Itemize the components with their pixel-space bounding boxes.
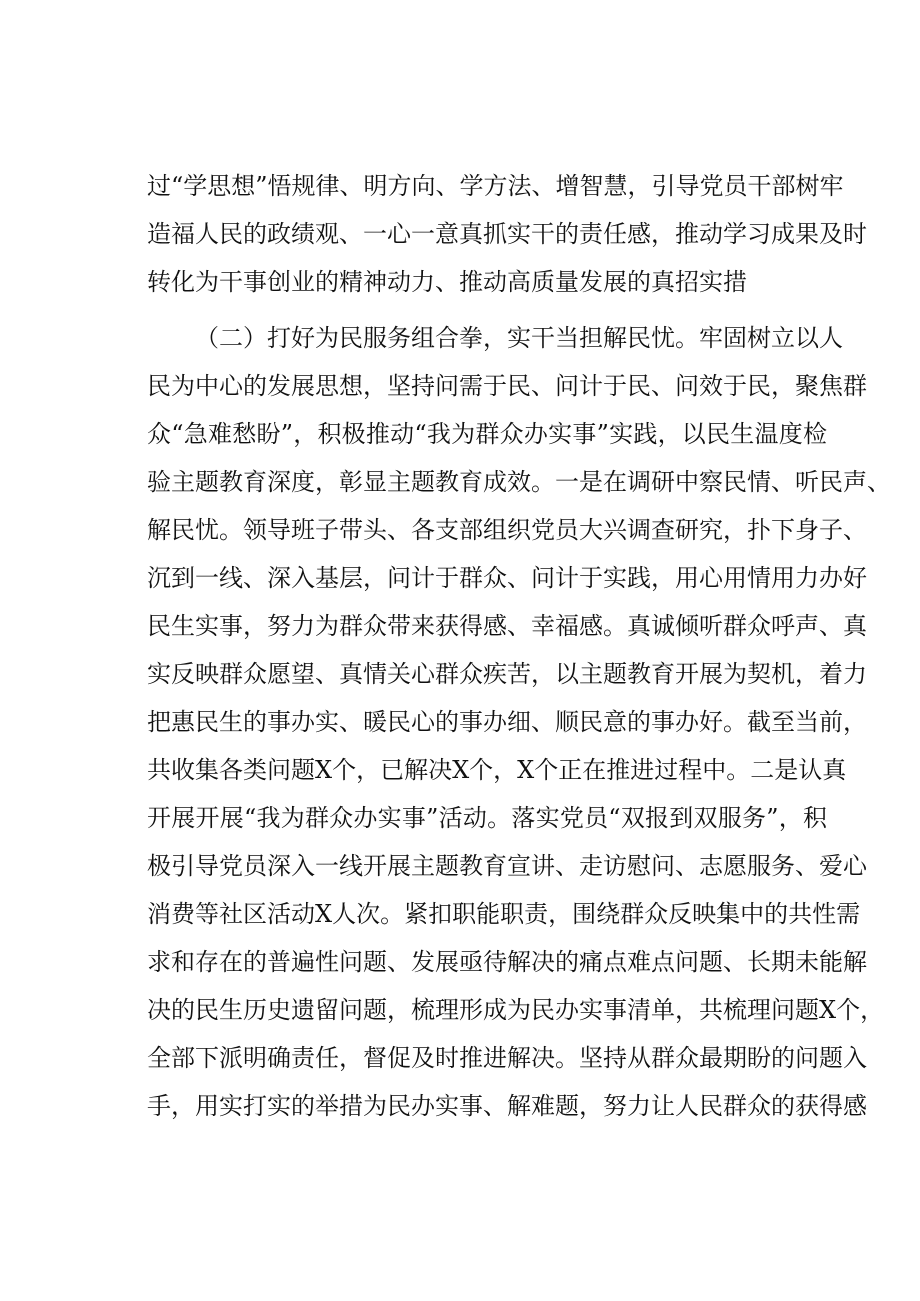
text-line: 民为中心的发展思想，坚持问需于民、问计于民、问效于民，聚焦群 [147,372,867,400]
text-line: 转化为干事创业的精神动力、推动高质量发展的真招实措 [147,268,747,296]
text-line: 全部下派明确责任，督促及时推进解决。坚持从群众最期盼的问题入 [147,1044,867,1072]
text-line: 造福人民的政绩观、一心一意真抓实干的责任感，推动学习成果及时 [147,220,867,248]
text-line: 沉到一线、深入基层，问计于群众、问计于实践，用心用情用力办好 [147,564,867,592]
text-line: 求和存在的普遍性问题、发展亟待解决的痛点难点问题、长期未能解 [147,948,867,976]
text-line: 解民忧。领导班子带头、各支部组织党员大兴调查研究，扑下身子、 [147,516,867,544]
text-line: 决的民生历史遗留问题，梳理形成为民办实事清单，共梳理问题X个， [147,996,885,1024]
text-line: 共收集各类问题X个，已解决X个，X个正在推进过程中。二是认真 [147,756,847,784]
text-line: 手，用实打实的举措为民办实事、解难题，努力让人民群众的获得感 [147,1092,867,1120]
text-line: 众“急难愁盼”，积极推动“我为群众办实事”实践，以民生温度检 [147,420,827,448]
text-line: 把惠民生的事办实、暖民心的事办细、顺民意的事办好。截至当前， [147,708,867,736]
section-heading-line: （二）打好为民服务组合拳，实干当担解民忧。牢固树立以人 [195,324,843,352]
text-line: 实反映群众愿望、真情关心群众疾苦，以主题教育开展为契机，着力 [147,660,867,688]
text-line: 极引导党员深入一线开展主题教育宣讲、走访慰问、志愿服务、爱心 [147,852,867,880]
text-line: 开展开展“我为群众办实事”活动。落实党员“双报到双服务”，积 [147,804,827,832]
text-line: 验主题教育深度，彰显主题教育成效。一是在调研中察民情、听民声、 [147,468,891,496]
text-line: 消费等社区活动X人次。紧扣职能职责，围绕群众反映集中的共性需 [147,900,861,928]
text-line: 过“学思想”悟规律、明方向、学方法、增智慧，引导党员干部树牢 [147,172,844,200]
text-line: 民生实事，努力为群众带来获得感、幸福感。真诚倾听群众呼声、真 [147,612,867,640]
